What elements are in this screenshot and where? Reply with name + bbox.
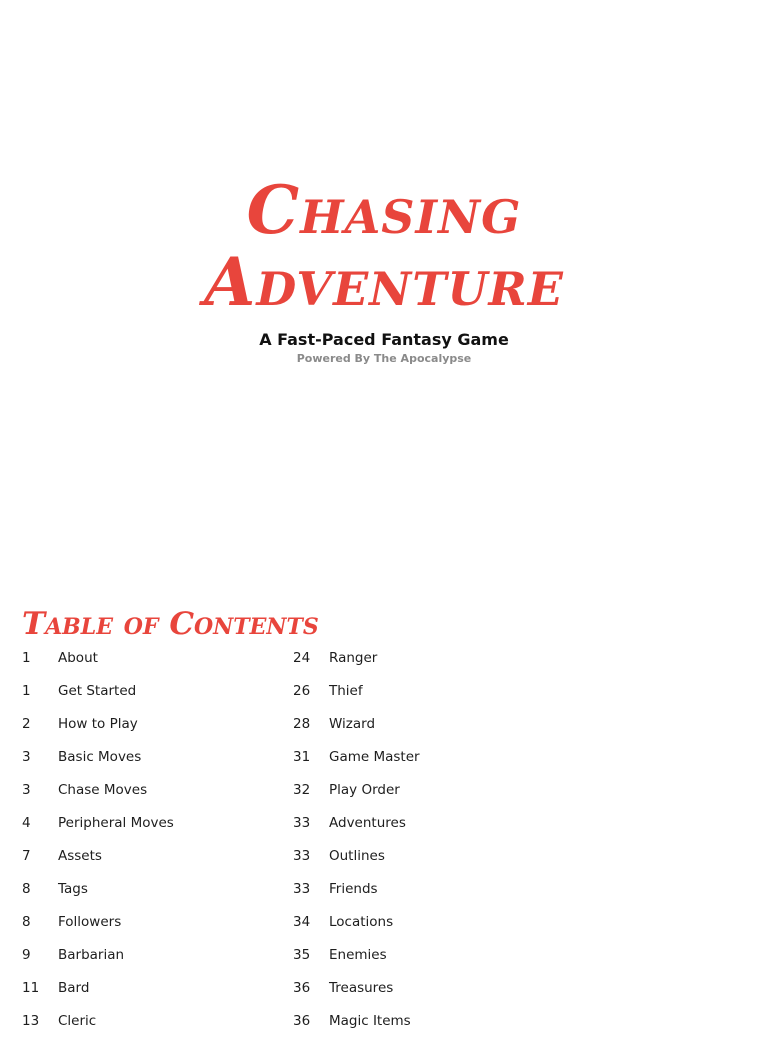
toc-entry[interactable] xyxy=(293,971,420,1004)
toc-page-number: 32 xyxy=(293,781,311,798)
toc-entry-title: Cleric xyxy=(58,1012,97,1029)
toc-entry-title: Chase Moves xyxy=(58,781,148,798)
toc-page-number: 34 xyxy=(293,913,311,930)
toc-entry[interactable] xyxy=(22,1004,174,1037)
toc-entry-title: About xyxy=(58,649,98,666)
toc-entry-title: Locations xyxy=(329,913,394,930)
toc-entry[interactable] xyxy=(293,740,420,773)
toc-page-number: 7 xyxy=(22,847,31,864)
toc-page-number: 33 xyxy=(293,814,311,831)
toc-entry-title: Thief xyxy=(329,682,363,699)
toc-page-number: 33 xyxy=(293,847,311,864)
toc-entry-title: Get Started xyxy=(58,682,137,699)
toc-entry-title: Outlines xyxy=(329,847,385,864)
toc-entry[interactable] xyxy=(293,938,420,971)
toc-left-column xyxy=(22,641,174,1037)
tagline: Powered By The Apocalypse xyxy=(296,352,472,365)
toc-entry[interactable] xyxy=(22,806,174,839)
toc-entry[interactable] xyxy=(293,872,420,905)
toc-entry[interactable] xyxy=(22,707,174,740)
title-line-adventure: Adventure xyxy=(204,243,564,321)
toc-page-number: 36 xyxy=(293,979,311,996)
toc-entry-title: How to Play xyxy=(58,715,138,732)
toc-page-number: 2 xyxy=(22,715,31,732)
toc-page-number: 28 xyxy=(293,715,311,732)
toc-entry[interactable] xyxy=(22,641,174,674)
toc-page-number: 3 xyxy=(22,748,31,765)
toc-entry[interactable] xyxy=(293,905,420,938)
toc-page-number: 3 xyxy=(22,781,31,798)
toc-entry-title: Game Master xyxy=(329,748,420,765)
toc-right-column xyxy=(293,641,420,1037)
toc-entry[interactable] xyxy=(293,641,420,674)
title-line-chasing: Chasing xyxy=(246,171,522,249)
toc-entry-title: Bard xyxy=(58,979,90,996)
toc-entry[interactable] xyxy=(22,938,174,971)
toc-entry-title: Barbarian xyxy=(58,946,125,963)
toc-entry-title: Followers xyxy=(58,913,122,930)
toc-entry[interactable] xyxy=(22,740,174,773)
subtitle: A Fast-Paced Fantasy Game xyxy=(259,330,509,349)
toc-page-number: 31 xyxy=(293,748,311,765)
toc-entry-title: Assets xyxy=(58,847,102,864)
toc-entry-title: Tags xyxy=(58,880,88,897)
toc-page-number: 4 xyxy=(22,814,31,831)
toc-page-number: 26 xyxy=(293,682,311,699)
toc-entry-title: Friends xyxy=(329,880,378,897)
toc-page-number: 33 xyxy=(293,880,311,897)
toc-page-number: 35 xyxy=(293,946,311,963)
toc-entry[interactable] xyxy=(293,674,420,707)
toc-entry-title: Treasures xyxy=(329,979,394,996)
toc-entry[interactable] xyxy=(293,1004,420,1037)
toc-entry-title: Wizard xyxy=(329,715,376,732)
toc-entry-title: Peripheral Moves xyxy=(58,814,174,831)
toc-entry-title: Adventures xyxy=(329,814,406,831)
toc-entry[interactable] xyxy=(22,839,174,872)
toc-page-number: 1 xyxy=(22,649,31,666)
toc-entry[interactable] xyxy=(293,707,420,740)
toc-entry-title: Play Order xyxy=(329,781,400,798)
toc-entry[interactable] xyxy=(293,839,420,872)
toc-entry[interactable] xyxy=(22,773,174,806)
toc-entry[interactable] xyxy=(293,773,420,806)
toc-page-number: 8 xyxy=(22,913,31,930)
toc-heading: Table of Contents xyxy=(22,606,319,642)
toc-page-number: 36 xyxy=(293,1012,311,1029)
toc-entry-title: Basic Moves xyxy=(58,748,142,765)
toc-page-number: 11 xyxy=(22,979,40,996)
toc-entry[interactable] xyxy=(22,905,174,938)
toc-page-number: 24 xyxy=(293,649,311,666)
toc-entry-title: Magic Items xyxy=(329,1012,411,1029)
toc-entry-title: Ranger xyxy=(329,649,378,666)
toc-entry[interactable] xyxy=(22,872,174,905)
toc-entry[interactable] xyxy=(22,674,174,707)
toc-page-number: 13 xyxy=(22,1012,40,1029)
toc-page-number: 8 xyxy=(22,880,31,897)
toc-page-number: 1 xyxy=(22,682,31,699)
toc-entry[interactable] xyxy=(22,971,174,1004)
toc-entry-title: Enemies xyxy=(329,946,387,963)
toc-page-number: 9 xyxy=(22,946,31,963)
toc-entry[interactable] xyxy=(293,806,420,839)
